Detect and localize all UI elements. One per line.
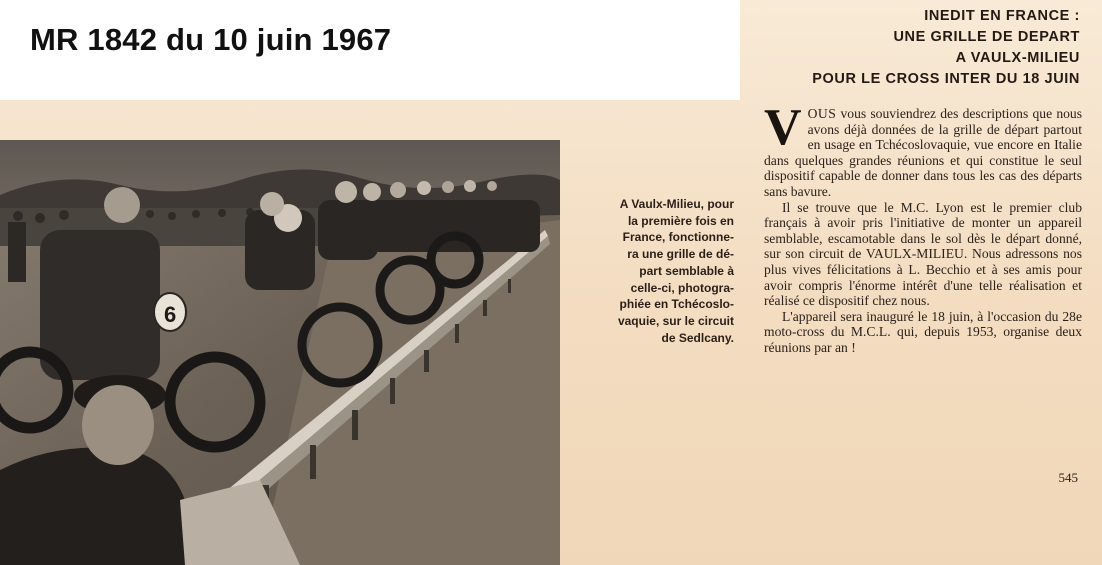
caption-line: celle-ci, photogra- [630, 280, 734, 295]
page-number: 545 [1058, 470, 1078, 485]
banner-title: MR 1842 du 10 juin 1967 [30, 22, 392, 57]
caption-line: ra une grille de dé- [627, 247, 734, 262]
photo-caption [586, 196, 734, 346]
article-paragraph-3: L'appareil sera inauguré le 18 juin, à l'occasion du 28e moto-cross du M.C.L. qui, depuis 1953, organise deux réunions par an ! [764, 308, 1082, 355]
motocross-start-photo [0, 140, 560, 565]
caption-line: la première fois en [627, 213, 734, 228]
paragraph-text: vous souviendrez des descriptions que nous avons déjà données de la grille de départ partout en usage en Tchécoslovaquie, vue encore en Italie dans quelques grandes réunions et qui constitue le seul dispositif capable de donner dans tous les cas des départs sans bavure. [764, 106, 1082, 199]
caption-line: de Sedlcany. [661, 330, 734, 345]
drop-cap: V [764, 99, 802, 156]
caption-line: part semblable à [639, 263, 734, 278]
caption-line: A Vaulx-Milieu, pour [619, 197, 734, 211]
article-body [764, 99, 1082, 356]
headline-line: INEDIT EN FRANCE : [924, 8, 1080, 24]
article-paragraph-2: Il se trouve que le M.C. Lyon est le premier club français à avoir pris l'initiative de monter un appareil semblable, escamotable dans le sol dès le départ donné, sur son circuit de VAULX-MILIEU. Nous adressons nos plus vives félicitations à L. Becchio et à ses amis pour avoir compris l'énorme intérêt d'une telle réalisation et réalisé ce dispositif chez nous. [764, 199, 1082, 309]
article-paragraph-1 [764, 99, 1082, 200]
banner [0, 0, 740, 100]
caption-line: vaquie, sur le circuit [617, 313, 734, 328]
caption-line: France, fonctionne- [622, 230, 734, 245]
headline-line: UNE GRILLE DE DEPART [893, 29, 1080, 45]
headline-line: POUR LE CROSS INTER DU 18 JUIN [812, 71, 1080, 87]
headline-line: A VAULX-MILIEU [955, 50, 1080, 66]
caption-line: phiée en Tchécoslo- [619, 297, 734, 312]
lead-word: OUS [807, 106, 837, 121]
number-plate: 6 [164, 302, 177, 327]
article-headline [720, 6, 1080, 90]
